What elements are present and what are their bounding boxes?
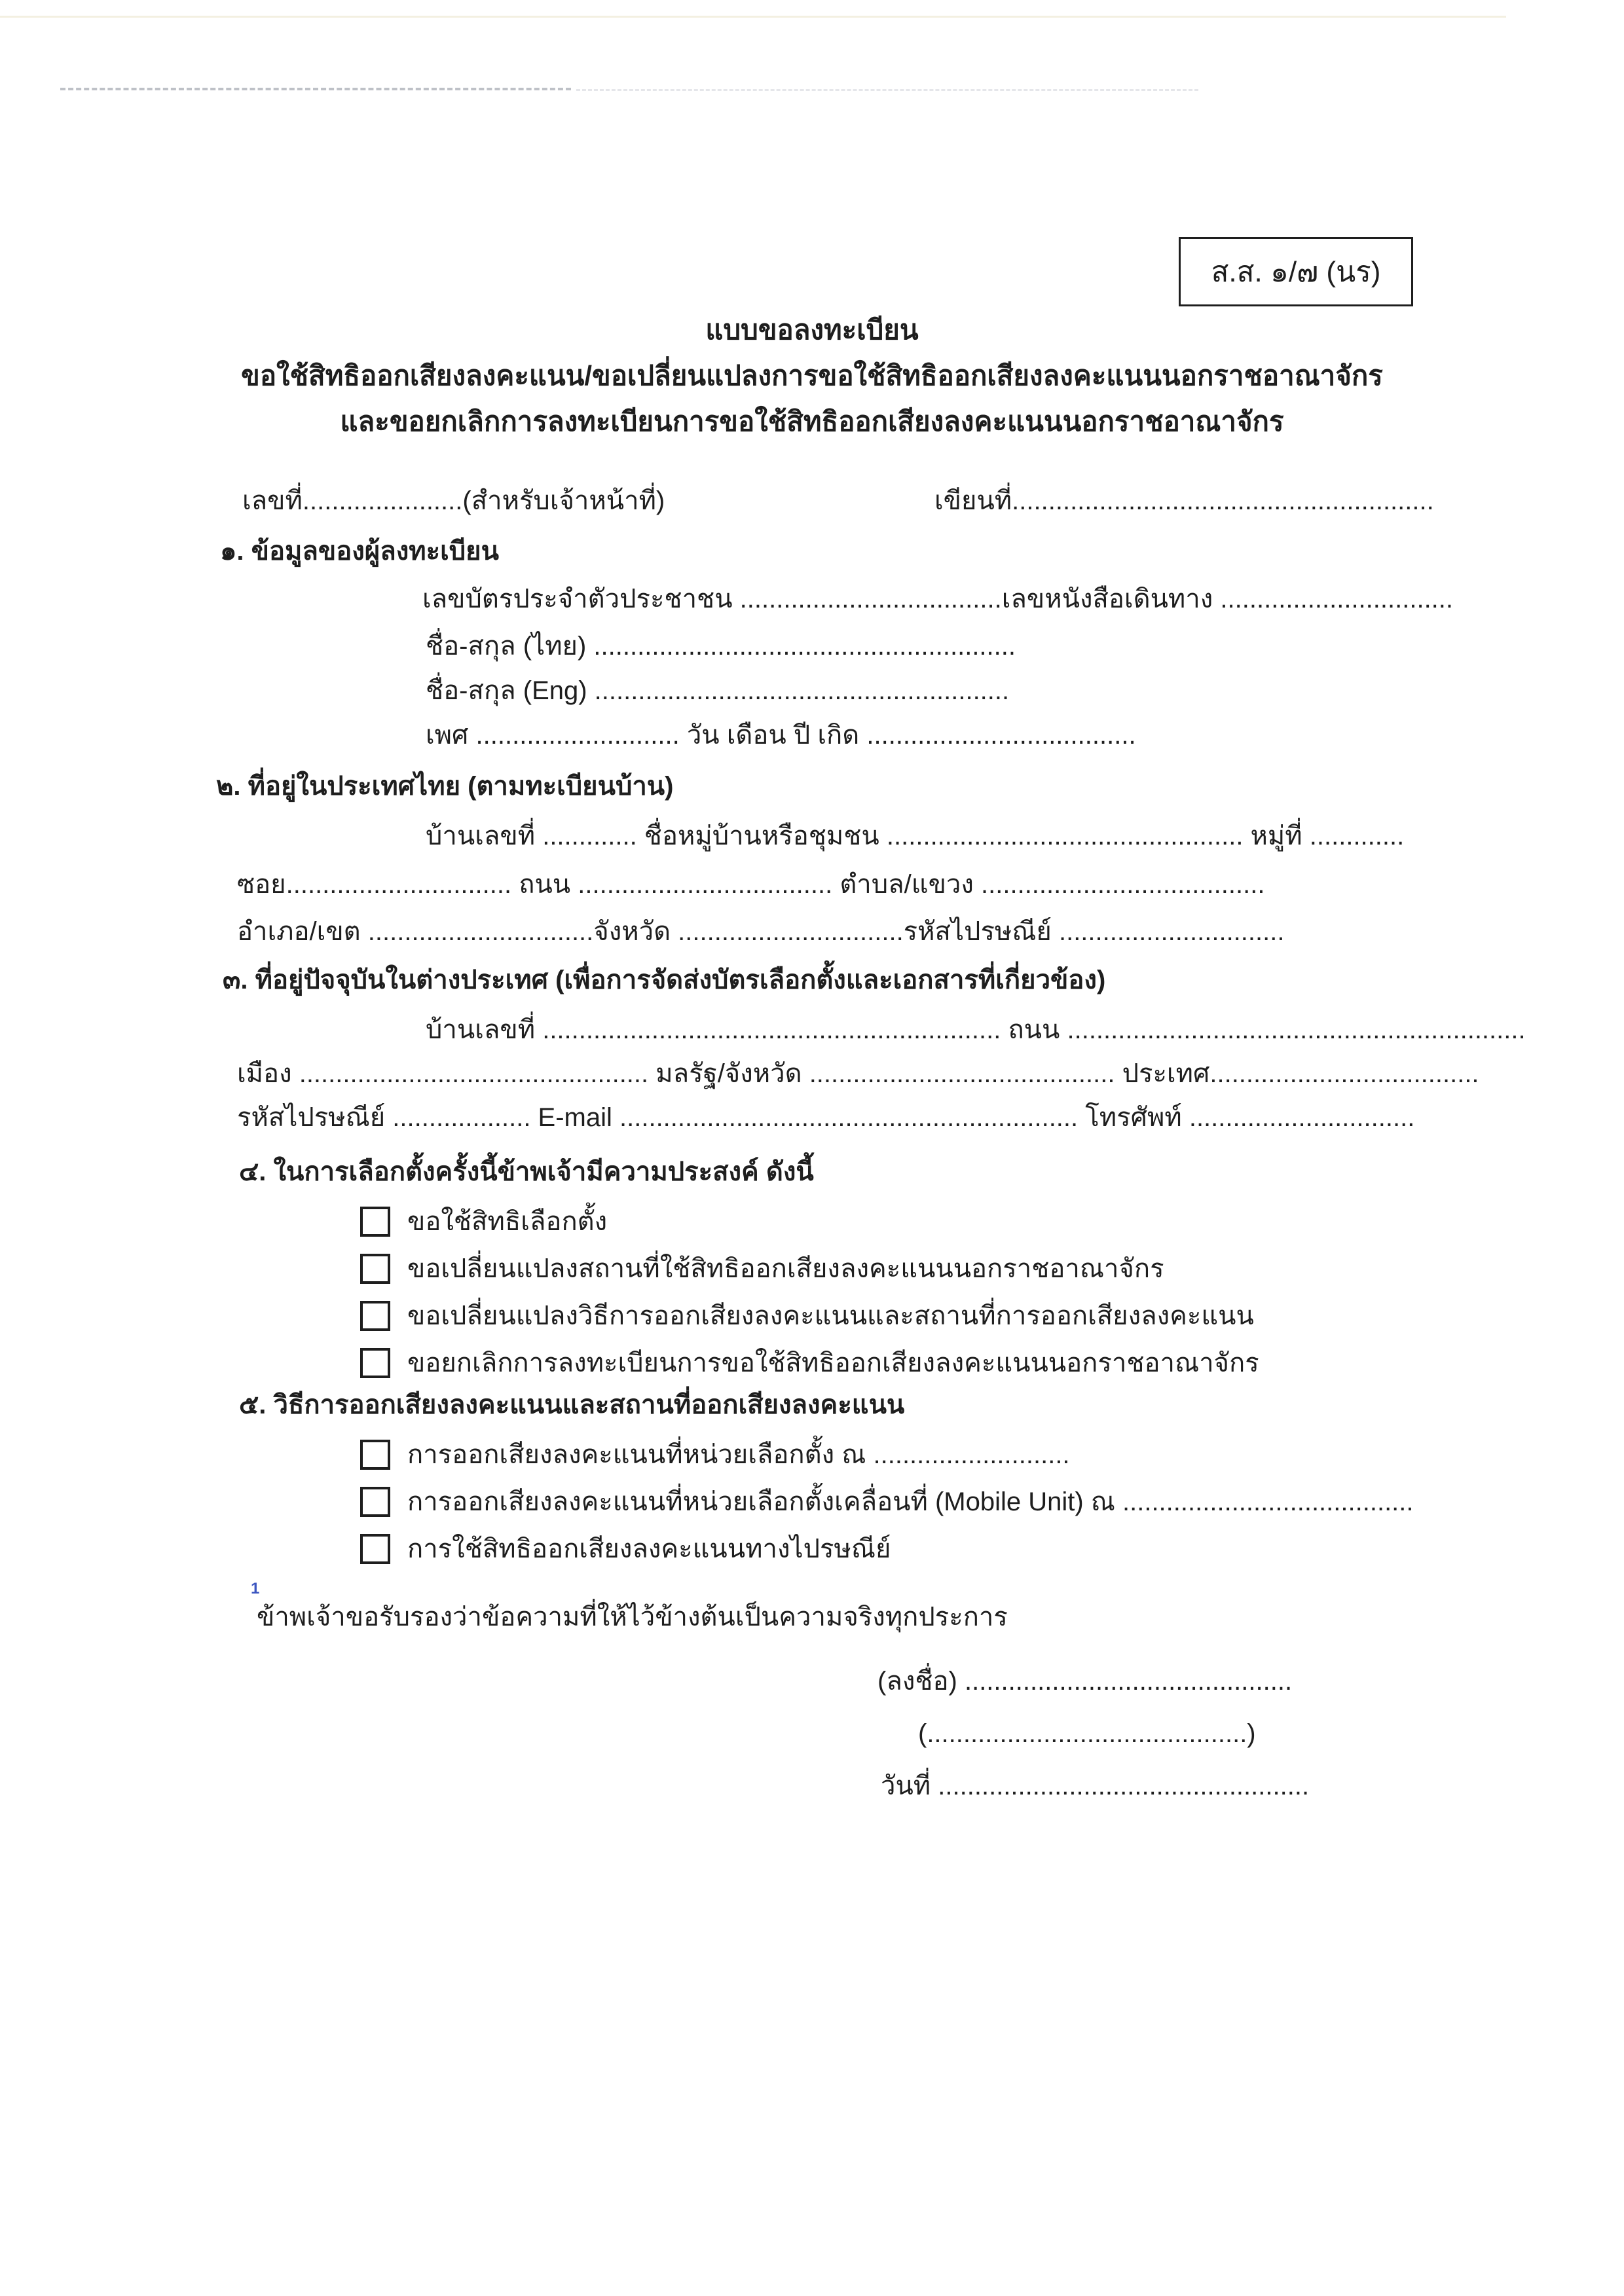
scan-artifact-blue-mark: 1: [251, 1580, 260, 1597]
option-row-change-method: [360, 1294, 1254, 1336]
checkbox-change-method[interactable]: [360, 1301, 390, 1331]
option-label-postal-voting: การใช้สิทธิออกเสียงลงคะแนนทางไปรษณีย์: [407, 1535, 891, 1563]
checkbox-polling-station[interactable]: [360, 1440, 390, 1470]
form-code-text: ส.ส. ๑/๗ (นร): [1211, 256, 1381, 288]
soi-road-subdistrict-line: ซอย............................... ถนน ................................... ตำบล/แขวง .......................................: [237, 870, 1265, 899]
section-2-heading: ๒. ที่อยู่ในประเทศไทย (ตามทะเบียนบ้าน): [216, 772, 674, 801]
option-label-use-voting-right: ขอใช้สิทธิเลือกตั้ง: [407, 1207, 608, 1236]
declaration-text: ข้าพเจ้าขอรับรองว่าข้อความที่ให้ไว้ข้างต้นเป็นความจริงทุกประการ: [257, 1603, 1008, 1631]
option-row-mobile-unit: [360, 1480, 1414, 1522]
option-row-change-place: [360, 1247, 1164, 1289]
option-label-change-method: ขอเปลี่ยนแปลงวิธีการออกเสียงลงคะแนนและสถานที่การออกเสียงลงคะแนน: [407, 1302, 1254, 1330]
abroad-house-number-line: บ้านเลขที่ ............................................................... ถนน ...............................................................: [426, 1015, 1526, 1044]
signature-name-line: (............................................): [918, 1719, 1256, 1748]
scan-artifact-top-line: [0, 16, 1506, 18]
option-row-postal-voting: [360, 1527, 891, 1569]
option-row-use-voting-right: [360, 1200, 607, 1242]
doc-number-line: เลขที่......................(สำหรับเจ้าหน้าที่): [242, 486, 665, 515]
national-id-passport-line: เลขบัตรประจำตัวประชาชน ....................................เลขหนังสือเดินทาง ................................: [422, 585, 1454, 613]
checkbox-mobile-unit[interactable]: [360, 1487, 390, 1517]
district-province-postal-line: อำเภอ/เขต ...............................จังหวัด ...............................รหัสไปรษณีย์ ...............................: [237, 917, 1285, 946]
checkbox-postal-voting[interactable]: [360, 1534, 390, 1564]
option-label-polling-station: การออกเสียงลงคะแนนที่หน่วยเลือกตั้ง ณ ...........................: [407, 1440, 1070, 1469]
option-row-polling-station: [360, 1433, 1070, 1475]
checkbox-use-voting-right[interactable]: [360, 1207, 390, 1237]
sex-birthdate-line: เพศ ............................ วัน เดือน ปี เกิด .....................................: [426, 721, 1136, 750]
option-row-cancel-registration: [360, 1341, 1259, 1383]
option-label-change-place: ขอเปลี่ยนแปลงสถานที่ใช้สิทธิออกเสียงลงคะแนนนอกราชอาณาจักร: [407, 1254, 1164, 1283]
form-title-line3: และขอยกเลิกการลงทะเบียนการขอใช้สิทธิออกเสียงลงคะแนนนอกราชอาณาจักร: [340, 406, 1284, 437]
form-code-box: [1179, 237, 1413, 306]
name-thai-line: ชื่อ-สกุล (ไทย) ..........................................................: [426, 632, 1016, 661]
checkbox-change-place[interactable]: [360, 1254, 390, 1284]
signature-sign-line: (ลงชื่อ) .............................................: [877, 1667, 1293, 1696]
scan-artifact-dashed-line: [60, 88, 571, 90]
option-label-mobile-unit: การออกเสียงลงคะแนนที่หน่วยเลือกตั้งเคลื่อนที่ (Mobile Unit) ณ ........................................: [407, 1487, 1414, 1516]
city-state-country-line: เมือง ................................................ มลรัฐ/จังหวัด .......................................... ประเทศ.....................................: [237, 1059, 1479, 1088]
thai-house-number-line: บ้านเลขที่ ............. ชื่อหมู่บ้านหรือชุมชน ................................................. หมู่ที่ .............: [426, 822, 1405, 850]
section-4-heading: ๔. ในการเลือกตั้งครั้งนี้ข้าพเจ้ามีความประสงค์ ดังนี้: [239, 1157, 814, 1186]
form-title-line1: แบบขอลงทะเบียน: [705, 314, 919, 345]
checkbox-cancel-registration[interactable]: [360, 1348, 390, 1378]
option-label-cancel-registration: ขอยกเลิกการลงทะเบียนการขอใช้สิทธิออกเสียงลงคะแนนนอกราชอาณาจักร: [407, 1349, 1259, 1377]
section-5-heading: ๕. วิธีการออกเสียงลงคะแนนและสถานที่ออกเสียงลงคะแนน: [239, 1391, 905, 1419]
name-eng-line: ชื่อ-สกุล (Eng) .........................................................: [426, 676, 1010, 705]
section-1-heading: ๑. ข้อมูลของผู้ลงทะเบียน: [220, 537, 499, 566]
scan-artifact-dashed-line-faint: [576, 89, 1198, 91]
signature-date-line: วันที่ ...................................................: [881, 1772, 1310, 1800]
section-3-heading: ๓. ที่อยู่ปัจจุบันในต่างประเทศ (เพื่อการจัดส่งบัตรเลือกตั้งและเอกสารที่เกี่ยวข้อง): [223, 966, 1106, 994]
written-at-line: เขียนที่..........................................................: [934, 486, 1434, 515]
postal-email-phone-line: รหัสไปรษณีย์ ................... E-mail ............................................................... โทรศัพท์ ...............................: [237, 1103, 1415, 1132]
form-title-line2: ขอใช้สิทธิออกเสียงลงคะแนน/ขอเปลี่ยนแปลงการขอใช้สิทธิออกเสียงลงคะแนนนอกราชอาณาจักร: [241, 360, 1383, 391]
